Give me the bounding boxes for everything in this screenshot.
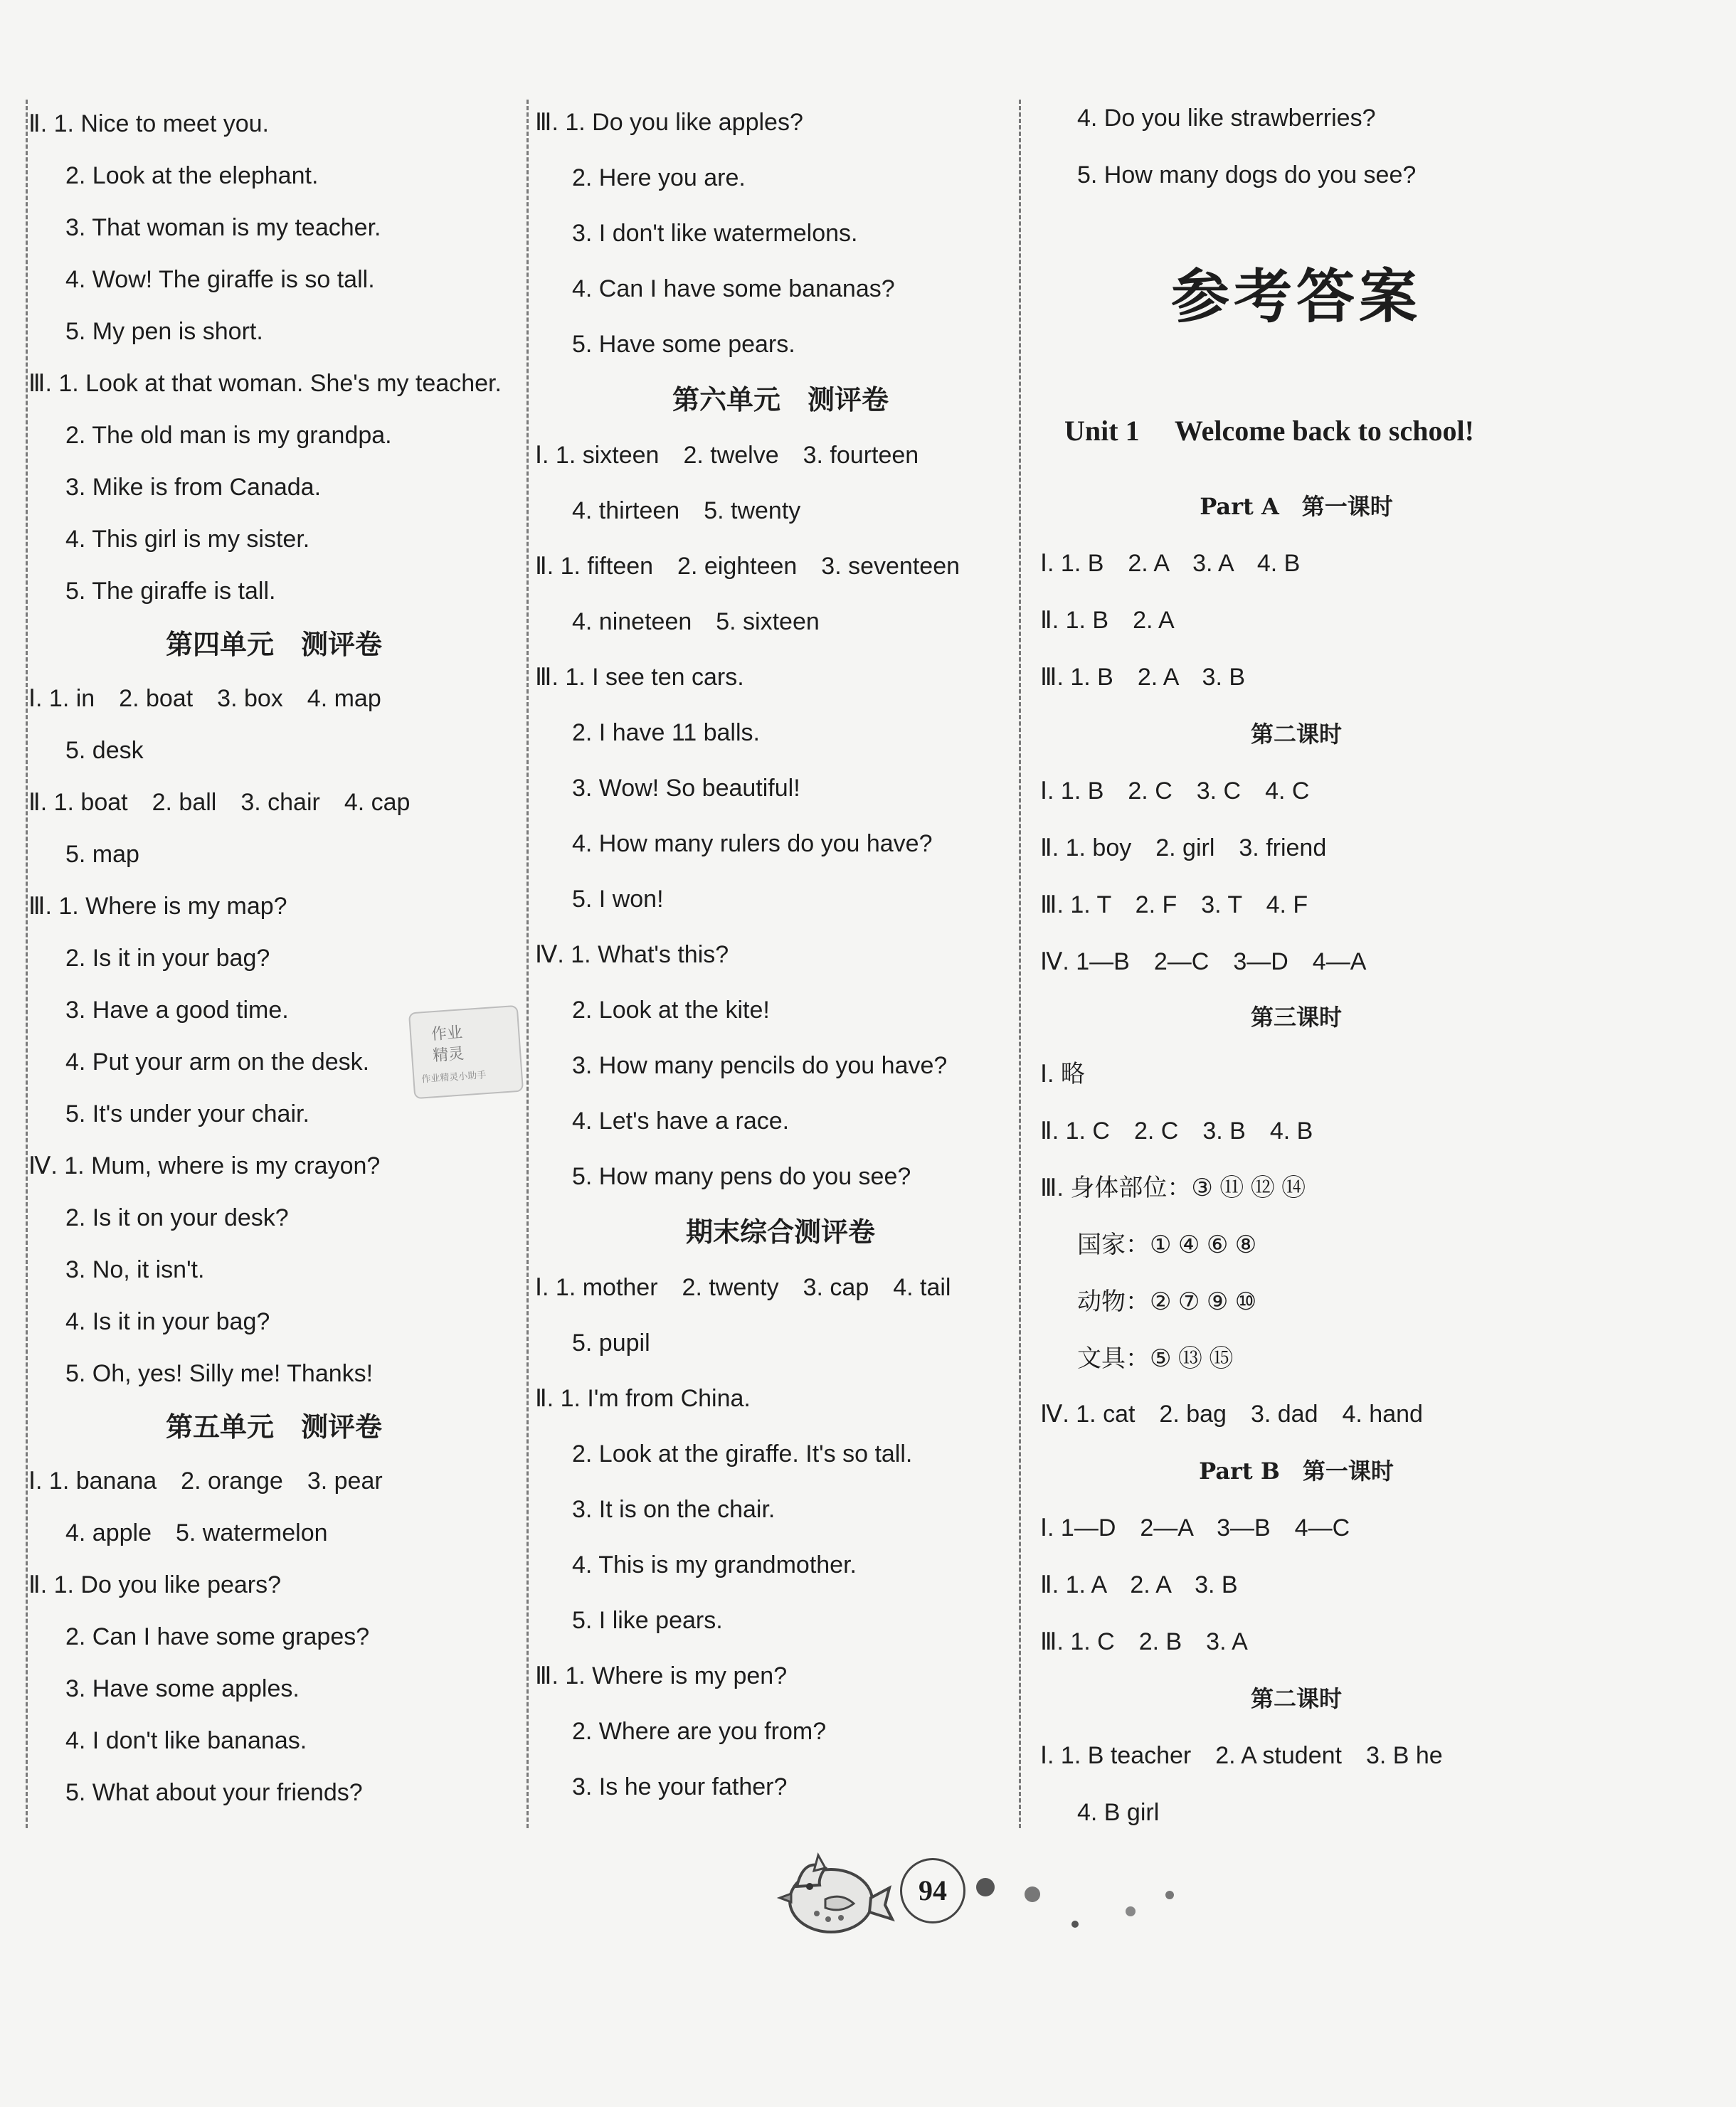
answer-line: Ⅰ. 1. B 2. A 3. A 4. B xyxy=(1040,550,1301,577)
answer-line: 2. Look at the elephant. xyxy=(65,162,319,189)
answer-line: Ⅱ. 1. I'm from China. xyxy=(535,1385,751,1412)
answer-line: 4. thirteen 5. twenty xyxy=(572,497,801,524)
answer-line: Ⅱ. 1. A 2. A 3. B xyxy=(1040,1571,1238,1598)
answer-line: 5. It's under your chair. xyxy=(65,1100,309,1127)
answer-line: Ⅲ. 1. C 2. B 3. A xyxy=(1040,1628,1248,1655)
answer-line: 国家：① ④ ⑥ ⑧ xyxy=(1077,1231,1257,1258)
section-heading: 第二课时 xyxy=(1250,1685,1342,1712)
answer-line: 5. I won! xyxy=(572,886,664,913)
section-heading: 期末综合测评卷 xyxy=(685,1216,875,1248)
answer-line: Ⅲ. 1. T 2. F 3. T 4. F xyxy=(1040,891,1308,918)
answer-line: 动物：② ⑦ ⑨ ⑩ xyxy=(1077,1288,1257,1315)
section-heading: 第三课时 xyxy=(1250,1004,1342,1031)
column-middle xyxy=(535,100,1026,1835)
decorative-dot xyxy=(1165,1891,1174,1899)
answer-line: 5. desk xyxy=(65,737,144,764)
answer-line: Ⅱ. 1. boat 2. ball 3. chair 4. cap xyxy=(28,789,411,816)
answer-line: 2. I have 11 balls. xyxy=(572,719,760,746)
answer-line: 4. Put your arm on the desk. xyxy=(65,1049,370,1076)
answer-line: Ⅲ. 1. Do you like apples? xyxy=(535,109,803,136)
answer-line: Ⅳ. 1. Mum, where is my crayon? xyxy=(28,1152,381,1179)
answer-line: Ⅰ. 1. banana 2. orange 3. pear xyxy=(28,1468,383,1495)
section-heading: 第六单元 测评卷 xyxy=(672,384,889,415)
bird-icon xyxy=(776,1842,896,1949)
answer-line: 5. Have some pears. xyxy=(572,331,795,358)
answer-line: Ⅳ. 1. cat 2. bag 3. dad 4. hand xyxy=(1040,1401,1423,1428)
answer-line: 5. The giraffe is tall. xyxy=(65,578,276,605)
answer-line: 3. How many pencils do you have? xyxy=(572,1052,948,1079)
answer-line: 5. pupil xyxy=(572,1330,650,1357)
answer-line: 2. Can I have some grapes? xyxy=(65,1623,370,1650)
column-divider xyxy=(26,100,28,1828)
answer-line: 4. How many rulers do you have? xyxy=(572,830,933,857)
answer-line: Ⅱ. 1. Do you like pears? xyxy=(28,1571,282,1598)
answer-line: 5. How many pens do you see? xyxy=(572,1163,911,1190)
answer-line: 5. Oh, yes! Silly me! Thanks! xyxy=(65,1360,374,1387)
answer-line: 2. The old man is my grandpa. xyxy=(65,422,392,449)
answer-line: 4. This is my grandmother. xyxy=(572,1551,857,1578)
answer-line: 4. Is it in your bag? xyxy=(65,1308,270,1335)
answer-line: Ⅲ. 1. Where is my map? xyxy=(28,893,287,920)
answer-line: 4. B girl xyxy=(1077,1799,1160,1826)
answer-line: 4. apple 5. watermelon xyxy=(65,1519,328,1546)
answer-line: 4. Wow! The giraffe is so tall. xyxy=(65,266,375,293)
answer-line: 5. map xyxy=(65,841,139,868)
page-number: 94 xyxy=(900,1858,965,1923)
page-title: 参考答案 xyxy=(1170,262,1422,331)
answer-line: 4. nineteen 5. sixteen xyxy=(572,608,820,635)
answer-line: 2. Look at the giraffe. It's so tall. xyxy=(572,1440,913,1468)
column-right xyxy=(1040,100,1552,1835)
answer-line: 2. Here you are. xyxy=(572,164,746,191)
answer-line: Ⅲ. 身体部位：③ ⑪ ⑫ ⑭ xyxy=(1040,1174,1306,1201)
answer-line: 3. No, it isn't. xyxy=(65,1256,205,1283)
decorative-dot xyxy=(1071,1921,1079,1928)
answer-line: Ⅱ. 1. B 2. A xyxy=(1040,607,1175,634)
answer-line: Ⅰ. 略 xyxy=(1040,1061,1085,1088)
answer-line: 3. Wow! So beautiful! xyxy=(572,775,800,802)
section-heading: 第二课时 xyxy=(1250,721,1342,748)
column-divider xyxy=(526,100,529,1828)
answer-line: Ⅱ. 1. fifteen 2. eighteen 3. seventeen xyxy=(535,553,960,580)
column-left xyxy=(28,100,519,1835)
answer-line: Ⅰ. 1. B teacher 2. A student 3. B he xyxy=(1040,1742,1443,1769)
answer-line: 5. What about your friends? xyxy=(65,1779,363,1806)
answer-line: Ⅰ. 1. mother 2. twenty 3. cap 4. tail xyxy=(535,1274,951,1301)
answer-line: 3. It is on the chair. xyxy=(572,1496,776,1523)
answer-line: 5. I like pears. xyxy=(572,1607,723,1634)
answer-line: 5. My pen is short. xyxy=(65,318,263,345)
answer-line: 文具：⑤ ⑬ ⑮ xyxy=(1077,1345,1234,1372)
decorative-dot xyxy=(1025,1886,1040,1902)
stamp-text: 精灵 xyxy=(432,1045,465,1066)
answer-line: Ⅱ. 1. Nice to meet you. xyxy=(28,110,269,137)
answer-line: 3. Have some apples. xyxy=(65,1675,300,1702)
answer-line: Ⅰ. 1. in 2. boat 3. box 4. map xyxy=(28,685,381,712)
section-heading: Part A 第一课时 xyxy=(1200,493,1393,520)
answer-line: 3. Have a good time. xyxy=(65,997,289,1024)
decorative-dot xyxy=(976,1878,995,1896)
answer-line: 3. I don't like watermelons. xyxy=(572,220,858,247)
stamp-text: 作业精灵小助手 xyxy=(421,1070,487,1086)
answer-line: 4. Can I have some bananas? xyxy=(572,275,895,302)
answer-line: Ⅲ. 1. B 2. A 3. B xyxy=(1040,664,1246,691)
answer-line: 5. How many dogs do you see? xyxy=(1077,161,1417,189)
answer-line: 2. Is it in your bag? xyxy=(65,945,270,972)
answer-line: Ⅲ. 1. I see ten cars. xyxy=(535,664,744,691)
answer-line: Ⅳ. 1—B 2—C 3—D 4—A xyxy=(1040,948,1367,975)
answer-line: Ⅰ. 1. B 2. C 3. C 4. C xyxy=(1040,777,1310,805)
decorative-dot xyxy=(1126,1906,1136,1916)
answer-line: Ⅲ. 1. Look at that woman. She's my teacher. xyxy=(28,370,502,397)
answer-line: Ⅳ. 1. What's this? xyxy=(535,941,729,968)
unit-title: Unit 1 Welcome back to school! xyxy=(1064,415,1474,447)
answer-line: Ⅰ. 1—D 2—A 3—B 4—C xyxy=(1040,1514,1350,1541)
answer-line: Ⅲ. 1. Where is my pen? xyxy=(535,1662,788,1689)
answer-line: 4. Let's have a race. xyxy=(572,1108,790,1135)
answer-line: 3. That woman is my teacher. xyxy=(65,214,381,241)
answer-line: 2. Is it on your desk? xyxy=(65,1204,289,1231)
watermark-stamp xyxy=(408,1005,524,1099)
answer-line: Ⅱ. 1. boy 2. girl 3. friend xyxy=(1040,834,1327,861)
answer-line: 3. Is he your father? xyxy=(572,1773,788,1800)
answer-line: 4. This girl is my sister. xyxy=(65,526,310,553)
section-heading: 第四单元 测评卷 xyxy=(165,629,382,660)
page-footer xyxy=(768,1821,1224,1963)
answer-line: Ⅱ. 1. C 2. C 3. B 4. B xyxy=(1040,1118,1313,1145)
answer-line: Ⅰ. 1. sixteen 2. twelve 3. fourteen xyxy=(535,442,919,469)
answer-line: 4. I don't like bananas. xyxy=(65,1727,307,1754)
answer-line: 3. Mike is from Canada. xyxy=(65,474,322,501)
answer-line: 2. Look at the kite! xyxy=(572,997,770,1024)
answer-line: 2. Where are you from? xyxy=(572,1718,827,1745)
stamp-text: 作业 xyxy=(430,1024,463,1044)
answer-line: 4. Do you like strawberries? xyxy=(1077,105,1376,132)
section-heading: 第五单元 测评卷 xyxy=(165,1411,382,1443)
section-heading: Part B 第一课时 xyxy=(1199,1458,1394,1485)
